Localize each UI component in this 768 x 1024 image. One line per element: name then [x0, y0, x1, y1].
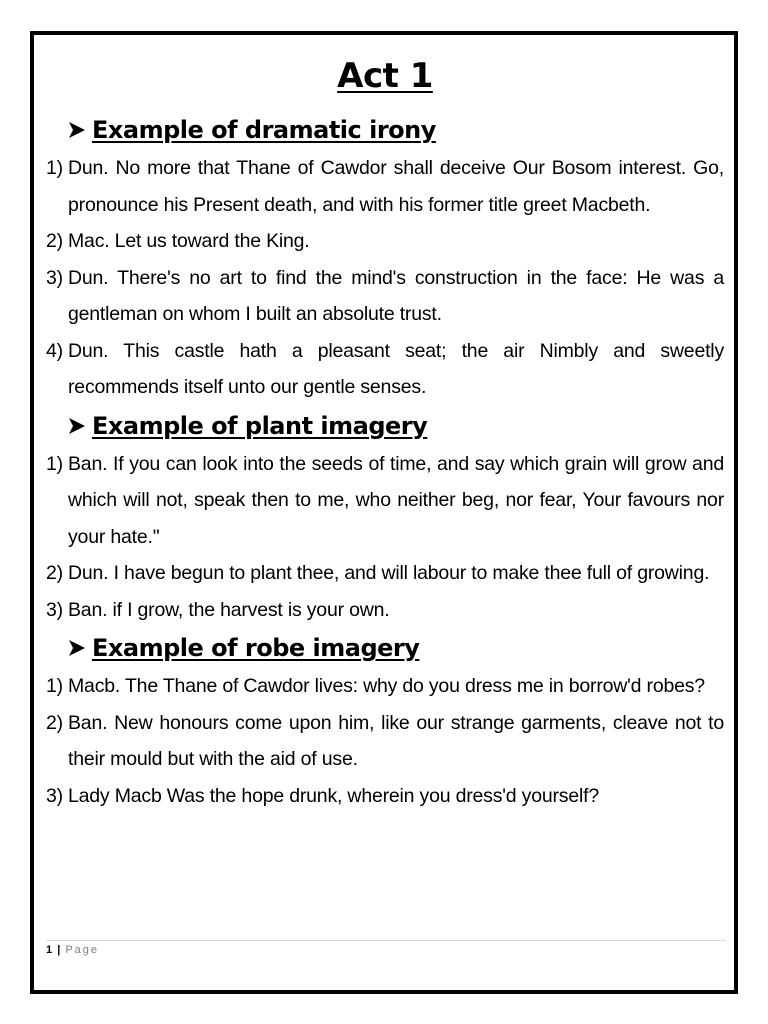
- item-text: Ban. If you can look into the seeds of time, and say which grain will grow and which will not, speak then to me, who neither beg, nor fear, Your favours nor your hate.": [68, 452, 724, 548]
- list-item: [46, 705, 724, 778]
- list-item: [46, 223, 724, 260]
- footer-separator: |: [57, 944, 61, 956]
- item-number: 2): [46, 711, 63, 734]
- item-number: 2): [46, 230, 63, 252]
- item-text: Dun. There's no art to find the mind's construction in the face: He was a gentleman on whom I built an absolute trust.: [68, 266, 724, 325]
- page-number: 1: [46, 944, 53, 956]
- list-item: [46, 333, 724, 406]
- section-heading: [66, 110, 724, 150]
- item-number: 4): [46, 339, 63, 362]
- section-robe-imagery: [46, 628, 724, 814]
- item-text: Dun. I have begun to plant thee, and will labour to make thee full of growing.: [68, 562, 710, 584]
- section-heading: [66, 628, 724, 668]
- item-number: 1): [46, 157, 63, 179]
- list-item: [46, 778, 724, 815]
- item-number: 1): [46, 675, 63, 697]
- arrow-right-icon: [66, 119, 88, 141]
- item-number: 3): [46, 784, 63, 807]
- arrow-right-icon: [66, 415, 88, 437]
- section-plant-imagery: [46, 406, 724, 629]
- item-text: Dun. This castle hath a pleasant seat; the air Nimbly and sweetly recommends itself unto our gentle senses.: [68, 339, 724, 398]
- list-item: [46, 150, 724, 223]
- section-dramatic-irony: [46, 110, 724, 406]
- section-heading-text: Example of robe imagery: [92, 634, 420, 662]
- item-number: 2): [46, 562, 63, 584]
- item-text: Lady Macb Was the hope drunk, wherein you dress'd yourself?: [68, 784, 599, 807]
- section-heading: [66, 406, 724, 446]
- page-footer: [46, 940, 726, 956]
- quote-list: [46, 150, 724, 406]
- item-text: Mac. Let us toward the King.: [68, 230, 310, 252]
- item-number: 3): [46, 266, 63, 289]
- item-number: 1): [46, 452, 63, 475]
- page-title: Act 1: [337, 56, 433, 96]
- list-item: [46, 592, 724, 629]
- page-label: Page: [65, 944, 100, 956]
- list-item: [46, 446, 724, 556]
- item-text: Macb. The Thane of Cawdor lives: why do you dress me in borrow'd robes?: [68, 675, 705, 697]
- quote-list: [46, 446, 724, 629]
- list-item: [46, 555, 724, 592]
- item-text: Ban. New honours come upon him, like our strange garments, cleave not to their mould but with the aid of use.: [68, 711, 724, 770]
- list-item: [46, 668, 724, 705]
- item-text: Dun. No more that Thane of Cawdor shall deceive Our Bosom interest. Go, pronounce his Present death, and with his former title greet Macbeth.: [68, 157, 724, 216]
- section-heading-text: Example of plant imagery: [92, 411, 428, 440]
- quote-list: [46, 668, 724, 814]
- item-number: 3): [46, 598, 63, 621]
- list-item: [46, 260, 724, 333]
- item-text: Ban. if I grow, the harvest is your own.: [68, 598, 390, 621]
- section-heading-text: Example of dramatic irony: [92, 116, 436, 144]
- arrow-right-icon: [66, 637, 88, 659]
- document-body: [46, 50, 724, 814]
